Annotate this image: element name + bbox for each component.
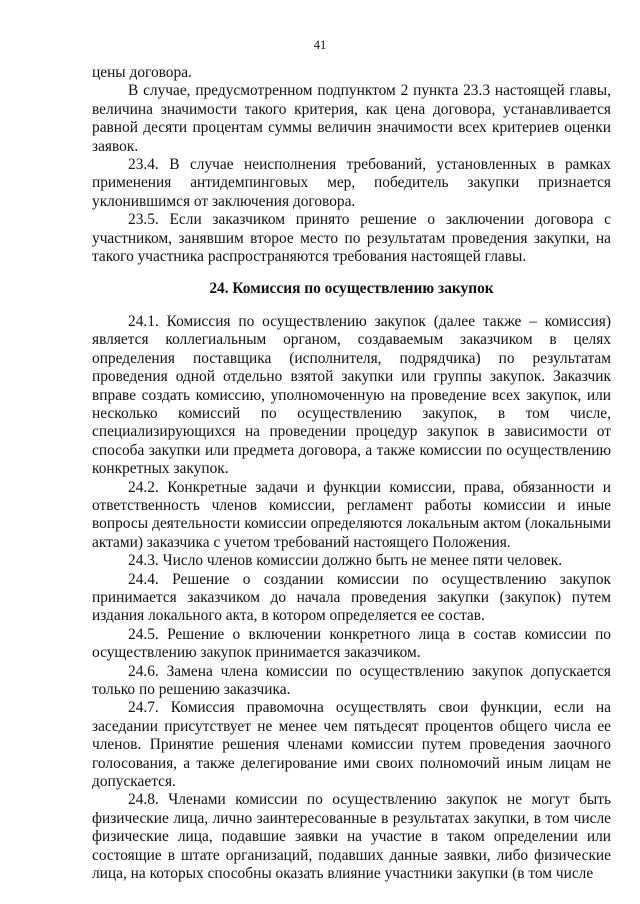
section-heading: 24. Комиссия по осуществлению закупок bbox=[209, 280, 494, 298]
paragraph-24-3: 24.3. Число членов комиссии должно быть не менее пяти человек. bbox=[128, 552, 563, 570]
paragraph-24-6: 24.6. Замена члена комиссии по осуществлению закупок допускается только по решению заказчика. bbox=[92, 662, 611, 698]
paragraph-24-7: 24.7. Комиссия правомочна осуществлять свои функции, если на заседании присутствует не менее чем пятьдесят процентов общего числа ее членов. Принятие решения членами комиссии путем проведения заочного голосования, а также делегирование ими своих полномочий иным лицам не допускается. bbox=[92, 699, 611, 791]
paragraph-24-2: 24.2. Конкретные задачи и функции комиссии, права, обязанности и ответственность членов комиссии, регламент работы комиссии и иные вопросы деятельности комиссии определяются локальным актом (локальными актами) заказчика с учетом требований настоящего Положения. bbox=[92, 478, 611, 551]
paragraph-24-8: 24.8. Членами комиссии по осуществлению закупок не могут быть физические лица, лично заинтересованные в результатах закупки, в том числе физические лица, подавшие заявки на участие в таком определении или состоящие в штате организаций, подавших данные заявки, либо физические лица, на которых способны оказать влияние участники закупки (в том числе bbox=[92, 791, 611, 883]
paragraph-24-5: 24.5. Решение о включении конкретного лица в состав комиссии по осуществлению закупок принимается заказчиком. bbox=[92, 625, 611, 662]
paragraph-continuation: цены договора. bbox=[92, 64, 192, 81]
paragraph-23-4: 23.4. В случае неисполнения требований, установленных в рамках применения антидемпинговых мер, победитель закупки признается уклонившимся от заключения договора. bbox=[92, 156, 611, 210]
paragraph-23-5: 23.5. Если заказчиком принято решение о заключении договора с участником, занявшим второе место по результатам проведения закупки, на такого участника распространяются требования настоящей главы. bbox=[92, 211, 611, 266]
document-body bbox=[92, 64, 611, 883]
paragraph-24-4: 24.4. Решение о создании комиссии по осуществлению закупок принимается заказчиком до начала проведения закупки (закупок) путем издания локального акта, в котором определяется ее состав. bbox=[92, 570, 611, 625]
paragraph-24-1: 24.1. Комиссия по осуществлению закупок (далее также – комиссия) является коллегиальным органом, создаваемым заказчиком в целях определения поставщика (исполнителя, подрядчика) по результатам проведения одной отдельно взятой закупки или группы закупок. Заказчик вправе создать комиссию, уполномоченную на проведение всех закупок, или несколько комиссий по осуществлению закупок, в том числе, специализирующихся на проведении процедур закупок в зависимости от способа закупки или предмета договора, а также комиссии по осуществлению конкретных закупок. bbox=[92, 312, 611, 478]
page-number: 41 bbox=[313, 38, 327, 52]
paragraph: В случае, предусмотренном подпунктом 2 пункта 23.3 настоящей главы, величина значимости такого критерия, как цена договора, устанавливается равной десяти процентам суммы величин значимости всех критериев оценки заявок. bbox=[92, 82, 611, 155]
